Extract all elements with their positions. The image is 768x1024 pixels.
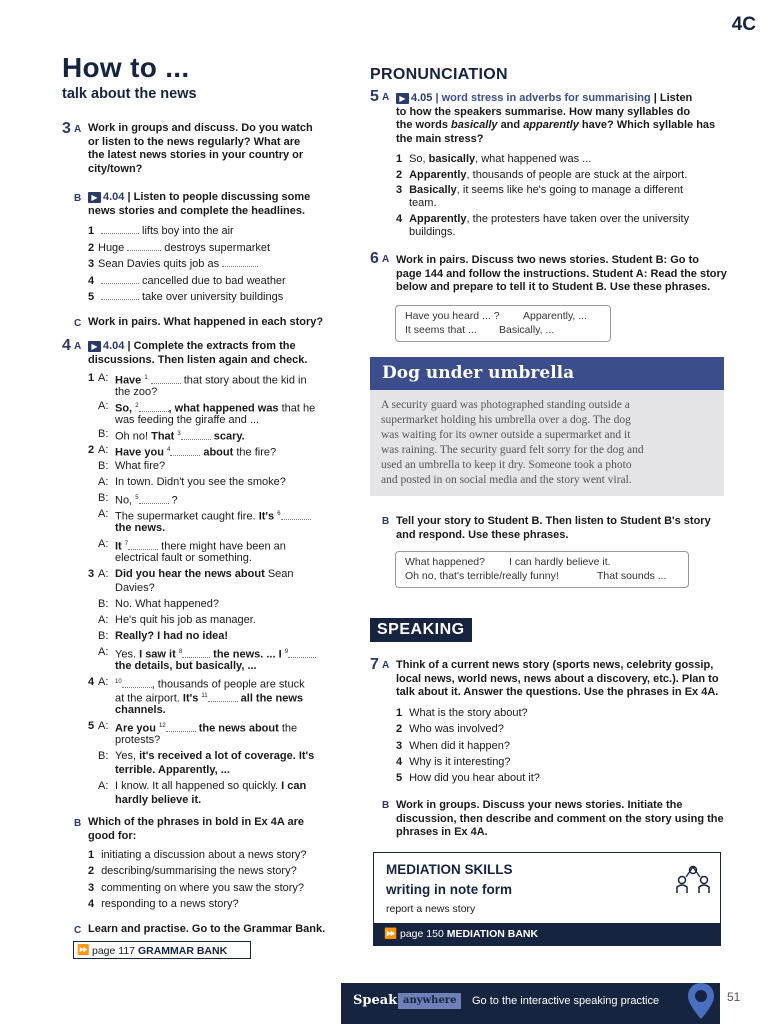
speak-anywhere-banner[interactable]	[341, 983, 720, 1024]
ex5-instruction: ▶ 4.05 | word stress in adverbs for summarising | Listen to how the speakers summarise. How many syllables do the words basically and apparently have? Which syllable has the main stress?	[396, 92, 716, 145]
footer-text: Go to the interactive speaking practice	[472, 995, 660, 1007]
page-title: How to ...	[62, 52, 190, 83]
blank[interactable]	[222, 257, 258, 267]
ex5-letter: A	[382, 92, 390, 103]
ex7b-instruction: Work in groups. Discuss your news stories. Initiate the discussion, then describe and comment on the story using the phrases in Ex 4A.	[396, 799, 724, 838]
audio-icon[interactable]: ▶	[396, 93, 409, 104]
mediation-subtitle: writing in note form	[386, 882, 512, 897]
people-network-icon	[674, 863, 712, 895]
location-pin-icon	[685, 981, 717, 1021]
ex4b-list: 1 initiating a discussion about a news story? 2 describing/summarising the news story? 3 commenting on where you saw the story? 4 responding to a news story?	[88, 849, 307, 910]
ex3a-instruction: Work in groups and discuss. Do you watch or listen to the news regularly? What are the latest news stories in your country or city/town?	[88, 122, 313, 175]
phrases-box-1: Have you heard ... ? Apparently, ... It seems that ... Basically, ...	[395, 305, 611, 342]
mediation-description: report a news story	[386, 903, 476, 915]
ex3b-instruction: ▶ 4.04 | Listen to people discussing some news stories and complete the headlines.	[88, 191, 311, 217]
ex3a-letter: A	[74, 124, 82, 135]
blank[interactable]	[101, 290, 139, 300]
ex4c-instruction: Learn and practise. Go to the Grammar Bank.	[88, 923, 326, 935]
blank[interactable]	[127, 241, 161, 251]
pronunciation-heading: PRONUNCIATION	[370, 66, 508, 83]
exercise-number-6: 6	[370, 250, 379, 267]
unit-code: 4C	[731, 14, 756, 35]
exercise-number-3: 3	[62, 120, 71, 137]
ex6a-letter: A	[382, 254, 390, 265]
exercise-number-5: 5	[370, 88, 379, 105]
mediation-title: MEDIATION SKILLS	[386, 862, 513, 877]
phrases-box-2: What happened? I can hardly believe it. Oh no, that's terrible/really funny! That sounds ...	[395, 551, 689, 588]
speak-brand: Speak	[353, 993, 398, 1008]
ex3b-letter: B	[74, 193, 82, 204]
story-title: Dog under umbrella	[370, 357, 724, 390]
ex4c-letter: C	[74, 925, 82, 936]
ex7a-instruction: Think of a current news story (sports news, celebrity gossip, local news, world news, news about a discovery, etc.). Plan to talk about it. Answer the questions. Use the phrases in Ex 4A.	[396, 659, 719, 698]
ex4a-instruction: ▶ 4.04 | Complete the extracts from the discussions. Then listen again and check.	[88, 340, 308, 366]
ex3c-instruction: Work in pairs. What happened in each story?	[88, 316, 324, 328]
fast-forward-icon: ⏩	[77, 945, 90, 956]
blank[interactable]	[101, 224, 139, 234]
audio-icon[interactable]: ▶	[88, 341, 101, 352]
fast-forward-icon: ⏩	[384, 928, 398, 940]
ex7b-letter: B	[382, 800, 390, 811]
ex6a-instruction: Work in pairs. Discuss two news stories. Student B: Go to page 144 and follow the instructions. Student A: Read the story below and prepare to tell it to Student B. Use these phrases.	[396, 254, 727, 293]
page-number: 51	[727, 990, 741, 1004]
ex3b-headlines: 1 lifts boy into the air 2 Huge destroys supermarket 3 Sean Davies quits job as 4 cancelled due to bad weather 5 take over university buildings	[88, 225, 286, 303]
speaking-heading: SPEAKING	[370, 618, 472, 642]
story-body: A security guard was photographed standing outside a supermarket holding his umbrella over a dog. The dog was waiting for its owner outside a supermarket and it was raining. The security guard felt sorry for the dog and used an umbrella to keep it dry. Someone took a photo and posted in on social media and the story went viral.	[370, 390, 724, 496]
page-subtitle: talk about the news	[62, 86, 197, 102]
ex4a-dialogues: 1 A: Have $^1$ that story about the kid in the zoo? A: So, $^2$ , what happened was that he was feeding the giraffe and ... B: Oh no! That $^3$ scary. 2 A: Have you $^4$ about the fire? B: What fire? A: In town. Didn't you see the smoke? B: No, $^5$ ? A: The supermarket caught fire. It's $^6$ the news. A: It $^7$ there might have been an electrical fault or something. 3 A: Did you hear the news about Sean Davies? B: No. What happened? A: He's quit his job as manager. B: Really? I had no idea! A: Yes. I saw it $^8$ the news. ... I $^9$ the details, but basically, ... 4 A: $^{10}$ , thousands of people are stuck at the airport. It's $^{11}$ all the news channels. 5 A: Are you $^{12}$ the news about the protests? B: Yes, it's received a lot of coverage. It's terrible. Apparently, ... A: I know. It all happened so quickly. I can hardly believe it.	[88, 372, 316, 806]
ex7a-questions: 1 What is the story about? 2 Who was involved? 3 When did it happen? 4 Why is it interesting? 5 How did you hear about it?	[396, 707, 540, 785]
mediation-bank-link[interactable]: ⏩ page 150 MEDIATION BANK	[374, 923, 720, 945]
ex3c-letter: C	[74, 318, 82, 329]
ex4a-letter: A	[74, 341, 82, 352]
ex4b-letter: B	[74, 818, 82, 829]
ex4b-instruction: Which of the phrases in bold in Ex 4A are good for:	[88, 816, 304, 842]
audio-icon[interactable]: ▶	[88, 192, 101, 203]
mediation-skills-box	[373, 852, 721, 946]
exercise-number-4: 4	[62, 337, 71, 354]
anywhere-brand: anywhere	[398, 993, 461, 1009]
ex6b-letter: B	[382, 516, 390, 527]
exercise-number-7: 7	[370, 656, 379, 673]
grammar-bank-link[interactable]: ⏩ page 117 GRAMMAR BANK	[73, 941, 251, 959]
ex5-list: 1 So, basically, what happened was ... 2 Apparently, thousands of people are stuck at the airport. 3 Basically, it seems like he's going to manage a different team. 4 Apparently, the protesters have taken over the university buildings.	[396, 153, 690, 238]
ex6b-instruction: Tell your story to Student B. Then listen to Student B's story and respond. Use these phrases.	[396, 515, 711, 541]
ex7a-letter: A	[382, 660, 390, 671]
blank[interactable]	[101, 274, 139, 284]
